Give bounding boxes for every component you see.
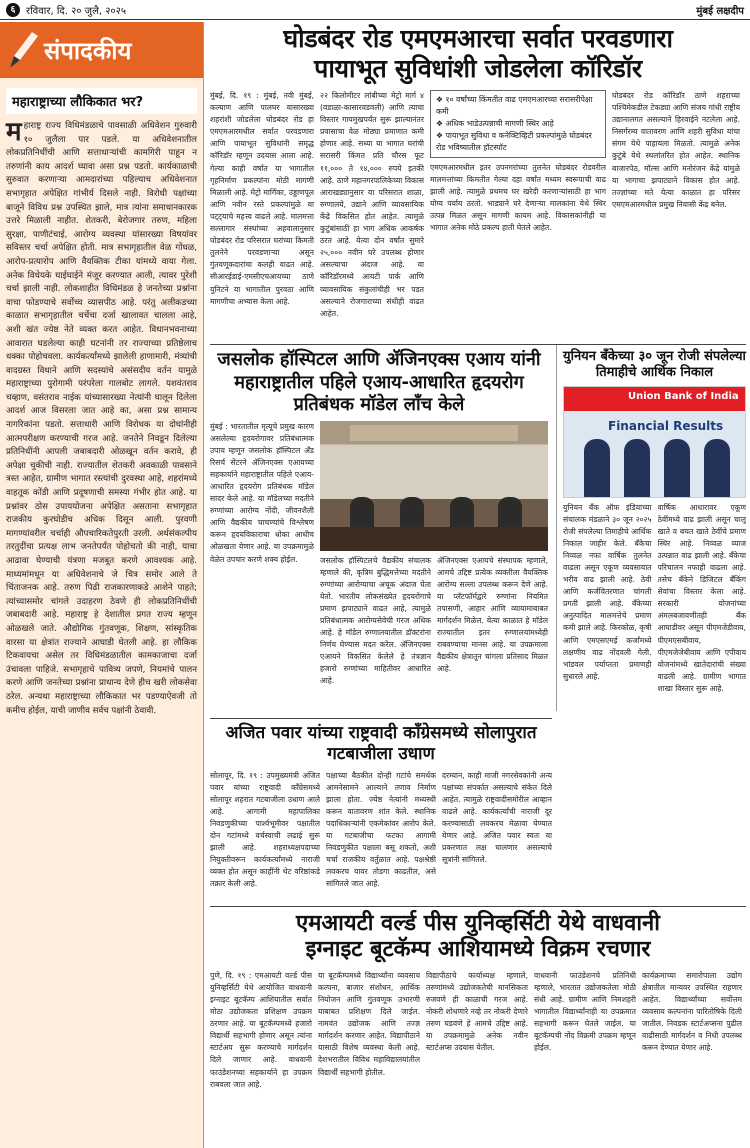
story3-headline: अजित पवार यांच्या राष्ट्रवादी कॉंग्रेसमध्ये सोलापुरात गटबाजीला उधाण: [225, 723, 537, 765]
story2-column-1: मुंबई : भारतातील मृत्यूचे प्रमुख कारण असलेल्या हृदयरोगावर प्रतिबंधात्मक उपाय म्हणून जसलोक हॉस्पिटल अँड रिसर्च सेंटरने ॲजिनएक्स एआयच्या सहकार्याने महाराष्ट्रातील पहिले एआय-आधारित हृदयरोग प्रतिबंधक मॉडेल सादर केले आहे. या मॉडेलच्या मदतीने रुग्णांच्या आरोग्य नोंदी, जीवनशैली आणि वैद्यकीय चाचण्यांचे विश्लेषण करून हृदयविकाराचा धोका आधीच ओळखता येणार आहे. या उपक्रमामुळे वेळेत उपचार करणे शक्य होईल.: [210, 421, 314, 564]
story3-column-3: दरम्यान, काही माजी नगरसेवकांनी अन्य पक्षांच्या संपर्कात असल्याचे संकेत दिले आहेत. त्यामुळे राष्ट्रवादीसमोरील आव्हान वाढले आहे. कार्यकर्त्यांची नाराजी दूर करण्यासाठी लवकरच मेळावा घेण्यात येणार आहे. अजित पवार स्वतः या प्रकरणात लक्ष घालणार असल्याचे सूत्रांनी सांगितले.: [442, 770, 552, 865]
story4-headline-line2: इग्नाइट बूटकॅम्प आशियामध्ये विक्रम रचणार: [305, 937, 651, 963]
bank-column-1: युनियन बँक ऑफ इंडियाच्या संचालक मंडळाने ३० जून २०२५ रोजी संपलेल्या तिमाहीचे आर्थिक निकाल जाहीर केले. बँकेचा निव्वळ नफा वार्षिक तुलनेत वाढला असून एकूण व्यवसायात भरीव वाढ झाली आहे. ठेवी आणि कर्जवितरणात चांगली प्रगती झाली आहे. बँकेच्या अनुत्पादित मालमत्तेचे प्रमाण कमी झाले आहे. किरकोळ, कृषी आणि एमएसएमई कर्जांमध्ये लक्षणीय वाढ नोंदवली गेली. भांडवल पर्याप्तता प्रमाणही सुधारले आहे.: [563, 502, 652, 681]
bank-headline: युनियन बँकेच्या ३० जून रोजी संपलेल्या तिमाहीचे आर्थिक निकाल: [563, 349, 746, 381]
editorial-banner-label: संपादकीय: [44, 36, 132, 65]
highlight-item: ❖ अधिक भाडेउत्पन्नाची मागणी स्थिर आहे: [436, 118, 600, 130]
press-conference-photo: [320, 421, 548, 551]
story4-column-4: वाधवानी फाउंडेशनचे प्रतिनिधी म्हणाले, भारतात उद्योजकतेला मोठी संधी आहे. ग्रामीण आणि निमशहरी भागातील विद्यार्थ्यांनाही या उपक्रमात सहभागी करून घेतले जाईल. या बूटकॅम्पची नोंद विक्रमी उपक्रम म्हणून होईल.: [534, 970, 636, 1053]
story1-column-1: मुंबई, दि. १९ : मुंबई, नवी मुंबई, कल्याण आणि पालघर यासारख्या शहरांशी जोडलेला घोडबंदर रोड हा एमएमआरमधील सर्वात परवडणारा आणि पायाभूत सुविधांनी समृद्ध कॉरिडॉर म्हणून उदयास आला आहे. गेल्या काही वर्षांत या भागातील गृहनिर्माण प्रकल्पांना मोठी मागणी मिळाली आहे. मेट्रो मार्गिका, उड्डाणपूल आणि नवीन रस्ते प्रकल्पांमुळे या पट्ट्याचे महत्त्व वाढले आहे. मालमत्ता सल्लागार संस्थांच्या अहवालानुसार घोडबंदर रोड परिसरात घरांच्या किमती तुलनेने परवडणाऱ्या असून गुंतवणूकदारांचा कलही वाढत आहे. सीआरईडाई-एमसीएचआयच्या ठाणे युनिटने या भागातील पुरवठा आणि मागणीचा अभ्यास केला आहे.: [210, 91, 314, 306]
story3-column-2: पक्षाच्या बैठकीत दोन्ही गटांचे समर्थक आमनेसामने आल्याने तणाव निर्माण झाला होता. ज्येष्ठ नेत्यांनी मध्यस्थी करून वातावरण शांत केले. स्थानिक पदाधिकाऱ्यांनी एकमेकांवर आरोप केले. या गटबाजीचा फटका आगामी निवडणुकीत पक्षाला बसू शकतो, अशी चर्चा राजकीय वर्तुळात आहे. पक्षश्रेष्ठी लवकरच यावर तोडगा काढतील, असे सांगितले जात आहे.: [326, 770, 436, 889]
editorial-column: [0, 22, 204, 1148]
story-ncp-solapur: [210, 718, 552, 902]
story4-headline-line1: एमआयटी वर्ल्ड पीस युनिव्हर्सिटी येथे वाधवानी: [296, 911, 660, 936]
story-mit-wadhwani: [210, 906, 746, 1148]
highlight-item: ❖ पायाभूत सुविधा व कनेक्टिव्हिटी प्रकल्पांमुळे घोडबंदर रोड भविष्यातील हॉटस्पॉट: [436, 130, 600, 154]
pen-icon: [4, 28, 40, 72]
story1-column-3: एमएमआरमधील इतर उपनगरांच्या तुलनेत घोडबंदर रोडवरील मालमत्तांच्या किमतीत गेल्या दहा वर्षांत मध्यम स्वरूपाची वाढ झाली आहे. त्यामुळे प्रथमच घर खरेदी करणाऱ्यांसाठी हा भाग योग्य पर्याय ठरतो. भाड्याने घरे देणाऱ्या मालकांना येथे स्थिर उत्पन्न मिळत असून मागणी कायम आहे. विकासकांनीही या भागात अनेक मोठे प्रकल्प हाती घेतले आहेत.: [430, 163, 606, 233]
story1-column-4: घोडबंदर रोड कॉरिडॉर ठाणे शहराच्या पश्चिमेकडील टेकड्या आणि संजय गांधी राष्ट्रीय उद्यानालगत असल्याने हिरवाईने नटलेला आहे. निसर्गरम्य वातावरण आणि शहरी सुविधा यांचा संगम येथे पाहायला मिळतो. त्यामुळे अनेक कुटुंबे येथे स्थलांतरित होत आहेत. स्थानिक बाजारपेठ, मॉल्स आणि मनोरंजन केंद्रे यांमुळे या भागाचा झपाट्याने विकास होत आहे. तज्ज्ञांच्या मते येत्या काळात हा परिसर एमएमआरमधील प्रमुख निवासी केंद्र बनेल.: [612, 91, 740, 209]
financial-results-banner: Financial Results: [608, 418, 724, 433]
story1-column-2: २२ किलोमीटर लांबीच्या मेट्रो मार्ग ४ (वडाळा-कासारवडवली) आणि त्याचा विस्तार गायमुखपर्यंत सुरू झाल्यानंतर प्रवासाचा वेळ मोठ्या प्रमाणात कमी होणार आहे. सध्या या भागात घरांची सरासरी किंमत प्रति चौरस फूट ११,००० ते १४,००० रुपये इतकी आहे. ठाणे महानगरपालिकेच्या विकास आराखड्यानुसार या परिसरात शाळा, रुग्णालये, उद्याने आणि व्यावसायिक केंद्रे विकसित होत आहेत. त्यामुळे कुटुंबांसाठी हा भाग अधिक आकर्षक ठरत आहे. येत्या दोन वर्षांत सुमारे २५,००० नवीन घरे उपलब्ध होणार असल्याचा अंदाज आहे. या कॉरिडॉरमध्ये आयटी पार्क आणि व्यावसायिक संकुलांचीही भर पडत असल्याने रोजगाराच्या संधीही वाढत आहेत.: [320, 91, 424, 318]
story2-headline: जसलोक हॉस्पिटल आणि ॲजिनएक्स एआय यांनी महाराष्ट्रातील पहिले एआय-आधारित हृदयरोग प्रतिबंधक मॉडेल लाँच केले: [217, 349, 541, 415]
story4-column-1: पुणे, दि. १९ : एमआयटी वर्ल्ड पीस युनिव्हर्सिटी येथे आयोजित वाधवानी इग्नाइट बूटकॅम्प आशियातील सर्वात मोठा उद्योजकता प्रशिक्षण उपक्रम ठरणार आहे. या बूटकॅम्पमध्ये हजारो विद्यार्थी सहभागी होणार असून त्यांना स्टार्टअप सुरू करण्याचे मार्गदर्शन दिले जाणार आहे. वाधवानी फाउंडेशनच्या सहकार्याने हा उपक्रम राबवला जात आहे.: [210, 970, 312, 1089]
edition-name: मुंबई लक्षदीप: [696, 5, 744, 17]
editorial-dropcap: म: [6, 117, 22, 147]
page-header: [0, 0, 750, 20]
union-bank-photo: [563, 386, 746, 498]
story3-column-1: सोलापूर, दि. १९ : उपमुख्यमंत्री अजित पवार यांच्या राष्ट्रवादी कॉंग्रेसमध्ये सोलापूर शहरात गटबाजीला उधाण आले आहे. आगामी महापालिका निवडणुकीच्या पार्श्वभूमीवर पक्षातील दोन गटांमध्ये वर्चस्वाची लढाई सुरू झाली आहे. शहराध्यक्षपदाच्या नियुक्तीवरून कार्यकर्त्यांमध्ये नाराजी व्यक्त होत असून काहींनी थेट वरिष्ठांकडे तक्रार केली आहे.: [210, 770, 320, 889]
page-date: रविवार, दि. २० जुलै, २०२५: [26, 5, 127, 17]
editorial-banner: [0, 22, 203, 78]
editorial-body: [0, 117, 203, 718]
page-number: ६: [6, 3, 20, 17]
bank-column-2: वार्षिक आधारावर एकूण ठेवींमध्ये वाढ झाली असून चालू खाते व बचत खाते ठेवींचे प्रमाण स्थिर आहे. निव्वळ व्याज उत्पन्नात वाढ झाली आहे. बँकेचा परिचालन नफाही वाढला आहे. तसेच बँकेने डिजिटल बँकिंग सेवांचा विस्तार केला आहे. सरकारी योजनांच्या अंमलबजावणीतही बँक आघाडीवर असून पीएमजेडीवाय, पीएमएसबीवाय, पीएमजेजेबीवाय आणि एपीवाय योजनांमध्ये खातेदारांची संख्या वाढली आहे. ग्रामीण भागात शाखा विस्तार सुरू आहे.: [657, 502, 746, 693]
story4-column-5: कार्यक्रमाच्या समारोपाला उद्योग क्षेत्रातील मान्यवर उपस्थित राहणार आहेत. विद्यार्थ्यांच्या सर्वोत्तम व्यवसाय कल्पनांना पारितोषिके दिली जातील. निवडक स्टार्टअप्सना पुढील वाढीसाठी मार्गदर्शन व निधी उपलब्ध करून देण्यात येणार आहे.: [642, 970, 742, 1053]
story4-column-3: विद्यापीठाचे कार्याध्यक्ष म्हणाले, तरुणांमध्ये उद्योजकतेची मानसिकता रुजवणे ही काळाची गरज आहे. नोकरी शोधणारे नव्हे तर नोकरी देणारे तरुण घडवणे हे आमचे उद्दिष्ट आहे. या उपक्रमामुळे अनेक नवीन स्टार्टअप्स उदयास येतील.: [426, 970, 528, 1053]
story2-column-3: ॲजिनएक्स एआयचे संस्थापक म्हणाले, आमचे उद्दिष्ट प्रत्येक व्यक्तीला वैयक्तिक आरोग्य सल्ला उपलब्ध करून देणे आहे. या प्लॅटफॉर्मद्वारे रुग्णांना नियमित तपासणी, आहार आणि व्यायामाबाबत मार्गदर्शन मिळेल. येत्या काळात हे मॉडेल राज्यातील इतर रुग्णालयांमध्येही राबवण्याचा मानस आहे. या उपक्रमाला वैद्यकीय क्षेत्रातून चांगला प्रतिसाद मिळत आहे.: [437, 555, 548, 674]
union-bank-logo: Union Bank of India: [628, 390, 739, 402]
story2-column-2: जसलोक हॉस्पिटलचे वैद्यकीय संचालक म्हणाले की, कृत्रिम बुद्धिमत्तेच्या मदतीने रुग्णांच्या आरोग्याचा अचूक अंदाज घेता येतो. भारतीय लोकसंख्येत हृदयरोगाचे प्रमाण झपाट्याने वाढत आहे, त्यामुळे प्रतिबंधात्मक आरोग्यसेवेची गरज अधिक आहे. हे मॉडेल रुग्णालयातील डॉक्टरांना निर्णय घेण्यास मदत करेल. ॲजिनएक्स एआयने विकसित केलेले हे तंत्रज्ञान हजारो रुग्णांच्या माहितीवर आधारित आहे.: [320, 555, 431, 686]
story1-highlights: [430, 90, 606, 158]
highlight-item: ❖ १० वर्षांच्या किंमतीत वाढ एमएमआरच्या सरासरीपेक्षा कमी: [436, 94, 600, 118]
editorial-text: हाराष्ट्र राज्य विधिमंडळाचे पावसाळी अधिवेशन गुरुवारी १० जुलैला पार पडले. या अधिवेशनातील लोकप्रतिनिधींची आणि सत्ताधाऱ्यांची कामगिरी पाहून न तरुणांनी काय आदर्श घ्यावा असा प्रश्न पडतो. कार्यकाळाची सुरुवात करणाऱ्या आमदारांच्या पहिल्याच अधिवेशनात सभागृहात अपेक्षित गांभीर्य दिसले नाही. विरोधी पक्षांच्या बाजूने विविध प्रश्न उपस्थित झाले, मात्र त्यांना समाधानकारक उत्तरे मिळाली नाहीत. शेतकरी, बेरोजगार तरुण, महिला सुरक्षा, पाणीटंचाई, आरोग्य व्यवस्था यांसारख्या विषयांवर सविस्तर चर्चा अपेक्षित होती. मात्र सभागृहातील वेळ गोंधळ, आरोप-प्रत्यारोप आणि वैयक्तिक टीका यांमध्ये वाया गेला. अनेक विधेयके घाईघाईने मंजूर करण्यात आली, त्यावर पुरेशी चर्चा झाली नाही. लोकशाहीत विधिमंडळ हे जनतेच्या प्रश्नांना वाचा फोडण्याचे सर्वोच्च व्यासपीठ आहे. परंतु अलीकडच्या काळात सभागृहातील चर्चेचा दर्जा खालावत चालला आहे, अशी खंत ज्येष्ठ नेते व्यक्त करत आहेत. विधानभवनाच्या आवारात घडलेल्या काही घटनांनी तर राज्याच्या प्रतिष्ठेलाच धक्का पोहोचवला. कार्यकर्त्यांमध्ये झालेली हाणामारी, मंत्र्यांची वादग्रस्त विधाने आणि सदस्यांचे असंसदीय वर्तन यामुळे महाराष्ट्राच्या पुरोगामी परंपरेला गालबोट लागले. यशवंतराव चव्हाण, वसंतराव नाईक यांच्यासारख्या नेत्यांनी घालून दिलेला आदर्श आज विसरला जात आहे का, असा प्रश्न सामान्य नागरिकांना पडतो. सत्ताधारी आणि विरोधक या दोघांनीही आत्मपरीक्षण करण्याची गरज आहे. जनतेने निवडून दिलेल्या प्रतिनिधींनी आपली जबाबदारी ओळखून वर्तन करावे, ही अपेक्षा चुकीची नाही. राज्यातील शेतकरी अवकाळी पावसाने त्रस्त आहेत, ग्रामीण भागात रस्त्यांची दुरवस्था आहे, शहरांमध्ये वाहतूक कोंडी आणि प्रदूषणाची समस्या गंभीर होत आहे. या प्रश्नांवर ठोस उपाययोजना अपेक्षित असताना सभागृहात राजकीय कुरघोडीच अधिक दिसून आली. पुरवणी मागण्यांवरील चर्चाही औपचारिकतेपुरती उरली. अर्थसंकल्पीय तरतुदींचा प्रत्यक्ष लाभ जनतेपर्यंत पोहोचतो की नाही, याचा आढावा घेण्याची यंत्रणा मजबूत करणे आवश्यक आहे. माध्यमांमधून या अधिवेशनाचे जे चित्र समोर आले ते चिंताजनक आहे. तरुण पिढी राजकारणाकडे आशेने पाहते; त्यांच्यासमोर चांगले उदाहरण ठेवणे ही लोकप्रतिनिधींची जबाबदारी आहे. महाराष्ट्र हे देशातील प्रगत राज्य म्हणून ओळखले जाते. औद्योगिक गुंतवणूक, शिक्षण, सांस्कृतिक वारसा या क्षेत्रांत राज्याने आघाडी घेतली आहे. हा लौकिक टिकवायचा असेल तर विधिमंडळातील कामकाजाचा दर्जा उंचावला पाहिजे. सभागृहाचे पावित्र्य जपणे, नियमांचे पालन करणे आणि जनतेच्या प्रश्नांना प्राधान्य देणे हीच खरी लोकसेवा ठरेल. अन्यथा महाराष्ट्राच्या लौकिकात भर पडण्याऐवजी तो कमीच होईल, याची जाणीव सर्वच पक्षांनी ठेवावी.: [6, 121, 197, 716]
editorial-title: महाराष्ट्राच्या लौकिकात भर?: [6, 88, 197, 114]
story-jaslok: [210, 344, 746, 714]
story1-headline-line2: पायाभूत सुविधांशी जोडलेला कॉरिडॉर: [314, 54, 642, 83]
story1-headline-line1: घोडबंदर रोड एमएमआरचा सर्वात परवडणारा: [283, 24, 673, 53]
story-ghodbunder: [210, 22, 746, 340]
story4-column-2: या बूटकॅम्पमध्ये विद्यार्थ्यांना व्यवसाय कल्पना, बाजार संशोधन, आर्थिक नियोजन आणि गुंतवणूक उभारणी याबाबत प्रशिक्षण दिले जाईल. नामवंत उद्योजक आणि तज्ज्ञ मार्गदर्शन करणार आहेत. विद्यापीठाने यासाठी विशेष व्यवस्था केली आहे. देशभरातील विविध महाविद्यालयांतील विद्यार्थी सहभागी होतील.: [318, 970, 420, 1077]
